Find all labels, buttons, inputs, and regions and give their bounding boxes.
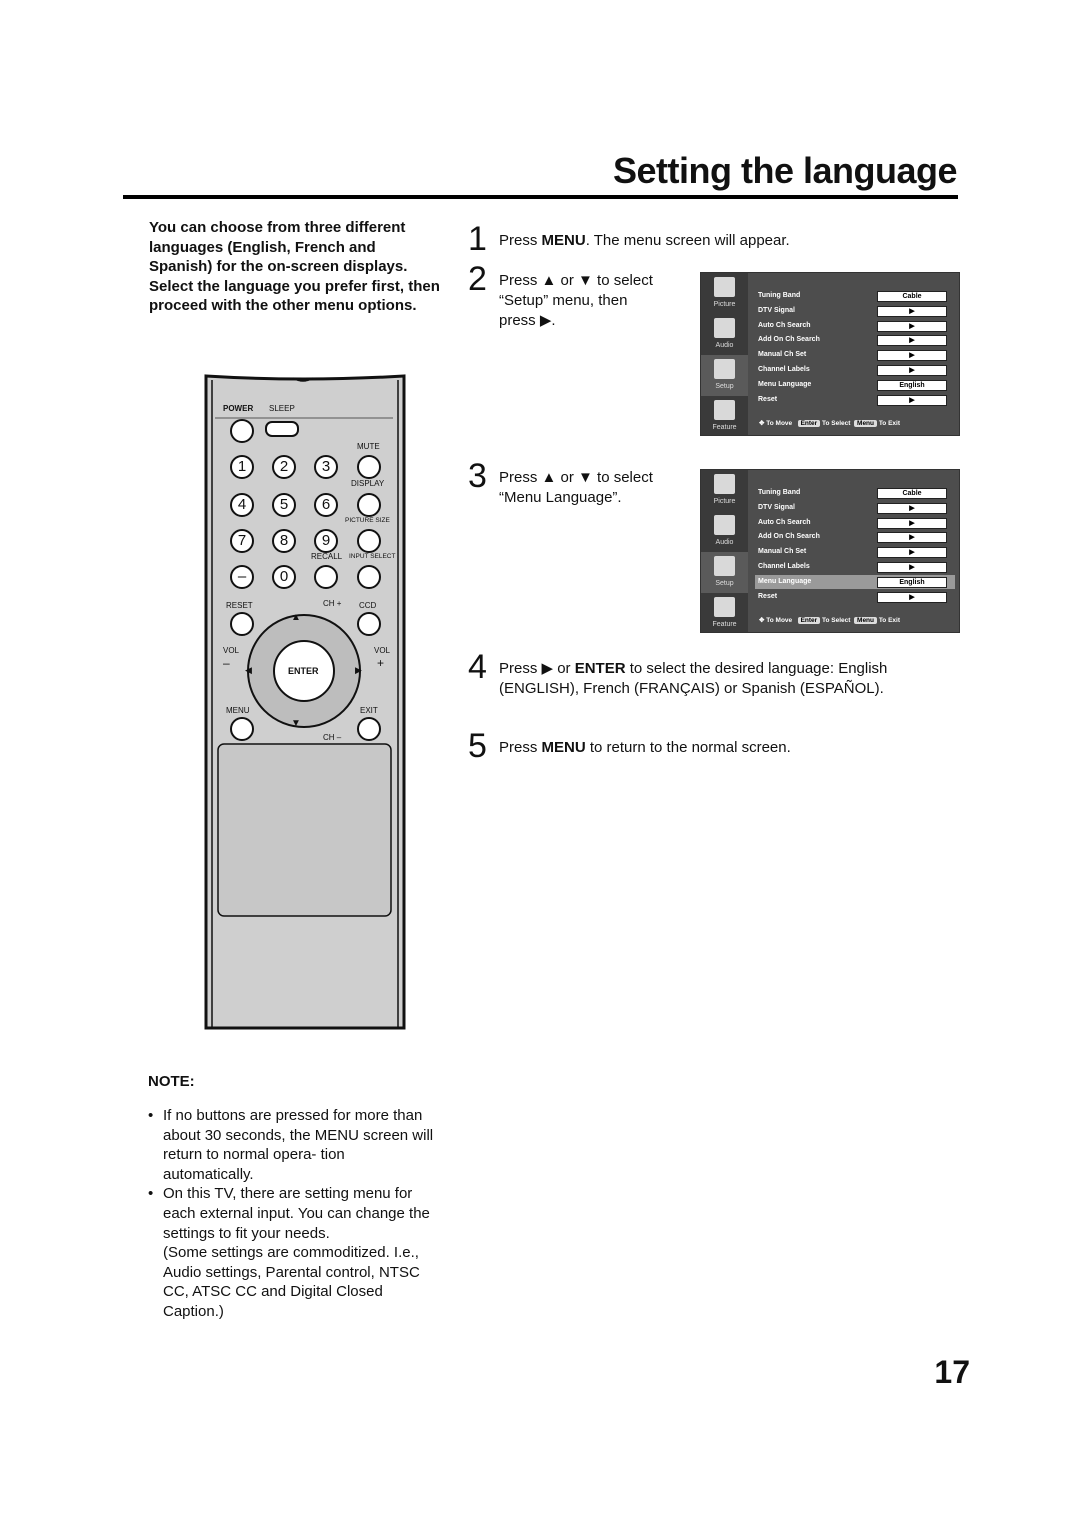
digit-7-button[interactable]: 7 bbox=[230, 529, 254, 553]
menu-screen-setup bbox=[700, 272, 960, 436]
recall-button[interactable] bbox=[314, 565, 338, 589]
menu-row[interactable] bbox=[755, 378, 955, 392]
digit-4-button[interactable]: 4 bbox=[230, 493, 254, 517]
digit-3-button[interactable]: 3 bbox=[314, 455, 338, 479]
step-1-text: Press MENU. The menu screen will appear. bbox=[499, 232, 790, 249]
step-2-number: 2 bbox=[468, 260, 487, 298]
menu-row[interactable] bbox=[755, 560, 955, 574]
feature-icon bbox=[714, 597, 735, 617]
menu-row-value: ▶ bbox=[877, 395, 947, 406]
menu-row-label: Menu Language bbox=[758, 577, 812, 585]
digit-6-button[interactable]: 6 bbox=[314, 493, 338, 517]
picture-size-label: PICTURE SIZE bbox=[345, 517, 390, 524]
menu-sidebar bbox=[701, 470, 748, 632]
step-5-text: Press MENU to return to the normal screen. bbox=[499, 739, 791, 756]
move-icon: ✥ bbox=[759, 617, 765, 624]
vol-plus-sign: + bbox=[377, 656, 385, 670]
menu-tab-feature[interactable] bbox=[701, 593, 748, 634]
menu-row-value: ▶ bbox=[877, 350, 947, 361]
menu-tab-label: Audio bbox=[715, 342, 734, 349]
menu-row-value: ▶ bbox=[877, 335, 947, 346]
menu-row[interactable] bbox=[755, 393, 955, 407]
mute-label: MUTE bbox=[357, 442, 380, 451]
display-button[interactable] bbox=[357, 493, 381, 517]
step-4-text: Press ▶ or ENTER to select the desired language: English (ENGLISH), French (FRANÇAIS) or Spanish (ESPAÑOL). bbox=[499, 660, 888, 697]
left-arrow-icon[interactable]: ◀ bbox=[245, 665, 252, 675]
menu-tab-label: Feature bbox=[712, 424, 737, 431]
audio-icon bbox=[714, 515, 735, 535]
menu-tab-label: Audio bbox=[715, 539, 734, 546]
digit-8-button[interactable]: 8 bbox=[272, 529, 296, 553]
menu-row-value: ▶ bbox=[877, 532, 947, 543]
vol-minus-label: VOL bbox=[223, 646, 240, 655]
menu-tab-audio[interactable] bbox=[701, 511, 748, 552]
menu-row-label: Add On Ch Search bbox=[758, 533, 820, 541]
menu-row-value: ▶ bbox=[877, 306, 947, 317]
menu-row-label: Channel Labels bbox=[758, 366, 810, 373]
digit-0-button[interactable]: 0 bbox=[272, 565, 296, 589]
menu-row[interactable] bbox=[755, 289, 955, 303]
menu-row[interactable] bbox=[755, 530, 955, 544]
note-list bbox=[148, 1106, 438, 1322]
menu-row-label: Menu Language bbox=[758, 380, 812, 388]
setup-icon bbox=[714, 359, 735, 379]
right-arrow-icon[interactable]: ▶ bbox=[355, 665, 362, 675]
display-label: DISPLAY bbox=[351, 479, 385, 488]
step-2-text: Press ▲ or ▼ to select “Setup” menu, then press ▶. bbox=[499, 272, 653, 329]
digit-1-button[interactable]: 1 bbox=[230, 455, 254, 479]
menu-row[interactable] bbox=[755, 575, 955, 589]
menu-row-label: Tuning Band bbox=[758, 489, 801, 496]
note-heading: NOTE: bbox=[148, 1073, 195, 1090]
up-arrow-icon[interactable]: ▲ bbox=[291, 612, 301, 623]
menu-row-label: Reset bbox=[758, 592, 778, 600]
menu-row-value: ▶ bbox=[877, 365, 947, 376]
note-extra: (Some settings are commoditized. I.e., Audio settings, Parental control, NTSC CC, ATSC CC and Digital Closed Caption.) bbox=[163, 1244, 420, 1320]
menu-footer: ✥ To Move Enter To Select Menu To Exit bbox=[759, 420, 901, 427]
input-select-button[interactable] bbox=[357, 565, 381, 589]
menu-row-label: Channel Labels bbox=[758, 563, 810, 570]
menu-label: MENU bbox=[226, 706, 250, 715]
feature-icon bbox=[714, 400, 735, 420]
menu-row[interactable] bbox=[755, 545, 955, 559]
menu-row-label: Tuning Band bbox=[758, 292, 801, 299]
recall-label: RECALL bbox=[311, 552, 343, 561]
picture-icon bbox=[714, 277, 735, 297]
power-button[interactable] bbox=[230, 419, 254, 443]
menu-tab-setup[interactable] bbox=[701, 355, 748, 396]
menu-tab-label: Feature bbox=[712, 621, 737, 628]
page-title: Setting the language bbox=[612, 150, 957, 191]
step-4-number: 4 bbox=[468, 648, 487, 686]
menu-row-label: DTV Signal bbox=[758, 503, 795, 511]
menu-row-label: Reset bbox=[758, 395, 778, 403]
menu-row-label: Auto Ch Search bbox=[758, 518, 811, 526]
menu-row[interactable] bbox=[755, 304, 955, 318]
menu-row[interactable] bbox=[755, 590, 955, 604]
ch-minus-label: CH – bbox=[323, 733, 342, 742]
ccd-label: CCD bbox=[359, 601, 377, 610]
reset-label: RESET bbox=[226, 601, 253, 610]
menu-row-label: Manual Ch Set bbox=[758, 548, 807, 556]
menu-row-value: ▶ bbox=[877, 562, 947, 573]
exit-button[interactable] bbox=[357, 717, 381, 741]
sleep-label: SLEEP bbox=[269, 404, 295, 413]
menu-row-value: English bbox=[877, 380, 947, 391]
menu-row[interactable] bbox=[755, 348, 955, 362]
sleep-button[interactable] bbox=[265, 421, 299, 437]
menu-row-value: English bbox=[877, 577, 947, 588]
note-item: • If no buttons are pressed for more than about 30 seconds, the MENU screen will return to normal opera- tion automatically. bbox=[148, 1107, 434, 1183]
menu-row-value: ▶ bbox=[877, 503, 947, 514]
menu-row-value: ▶ bbox=[877, 592, 947, 603]
mute-button[interactable] bbox=[357, 455, 381, 479]
vol-plus-label: VOL bbox=[374, 646, 391, 655]
menu-row-value: ▶ bbox=[877, 518, 947, 529]
picture-icon bbox=[714, 474, 735, 494]
move-icon: ✥ bbox=[759, 420, 765, 427]
setup-icon bbox=[714, 556, 735, 576]
step-3-text: Press ▲ or ▼ to select “Menu Language”. bbox=[499, 469, 653, 506]
down-arrow-icon[interactable]: ▼ bbox=[291, 718, 301, 729]
menu-row-label: Manual Ch Set bbox=[758, 351, 807, 359]
menu-row[interactable] bbox=[755, 501, 955, 515]
ccd-button[interactable] bbox=[357, 612, 381, 636]
dash-button[interactable]: – bbox=[230, 565, 254, 589]
menu-row-label: Add On Ch Search bbox=[758, 336, 820, 344]
enter-button[interactable]: ENTER bbox=[288, 666, 319, 676]
title-rule bbox=[123, 195, 958, 199]
menu-tab-label: Picture bbox=[713, 301, 736, 308]
digit-9-button[interactable]: 9 bbox=[314, 529, 338, 553]
menu-row[interactable] bbox=[755, 319, 955, 333]
picture-size-button[interactable] bbox=[357, 529, 381, 553]
menu-row[interactable] bbox=[755, 363, 955, 377]
remote-control bbox=[203, 372, 407, 1030]
menu-tab-setup[interactable] bbox=[701, 552, 748, 593]
menu-row-label: DTV Signal bbox=[758, 306, 795, 314]
menu-row-value: Cable bbox=[877, 488, 947, 499]
menu-row-value: Cable bbox=[877, 291, 947, 302]
menu-row-value: ▶ bbox=[877, 321, 947, 332]
menu-tab-label: Picture bbox=[713, 498, 736, 505]
intro-text: You can choose from three different languages (English, French and Spanish) for the on-screen displays. Select the language you prefer first, then proceed with the other menu options. bbox=[149, 219, 440, 315]
menu-tab-audio[interactable] bbox=[701, 314, 748, 355]
digit-5-button[interactable]: 5 bbox=[272, 493, 296, 517]
note-item: • On this TV, there are setting menu for each external input. You can change the settings to fit your needs. bbox=[148, 1185, 430, 1242]
vol-minus-sign: – bbox=[223, 656, 230, 670]
reset-button[interactable] bbox=[230, 612, 254, 636]
menu-row-label: Auto Ch Search bbox=[758, 321, 811, 329]
menu-tab-label: Setup bbox=[715, 383, 734, 390]
menu-row[interactable] bbox=[755, 516, 955, 530]
audio-icon bbox=[714, 318, 735, 338]
menu-row[interactable] bbox=[755, 333, 955, 347]
power-label: POWER bbox=[223, 404, 254, 413]
step-5-number: 5 bbox=[468, 727, 487, 765]
menu-footer: ✥ To Move Enter To Select Menu To Exit bbox=[759, 617, 901, 624]
menu-tab-picture[interactable] bbox=[701, 273, 748, 314]
step-1-number: 1 bbox=[468, 220, 487, 258]
digit-2-button[interactable]: 2 bbox=[272, 455, 296, 479]
menu-row[interactable] bbox=[755, 486, 955, 500]
menu-sidebar bbox=[701, 273, 748, 435]
menu-tab-label: Setup bbox=[715, 580, 734, 587]
menu-tab-picture[interactable] bbox=[701, 470, 748, 511]
menu-tab-feature[interactable] bbox=[701, 396, 748, 437]
ch-plus-label: CH + bbox=[323, 599, 342, 608]
menu-button[interactable] bbox=[230, 717, 254, 741]
input-select-label: INPUT SELECT bbox=[349, 553, 396, 560]
step-3-number: 3 bbox=[468, 457, 487, 495]
exit-label: EXIT bbox=[360, 706, 378, 715]
menu-screen-language bbox=[700, 469, 960, 633]
menu-row-value: ▶ bbox=[877, 547, 947, 558]
page-number: 17 bbox=[934, 1354, 970, 1390]
